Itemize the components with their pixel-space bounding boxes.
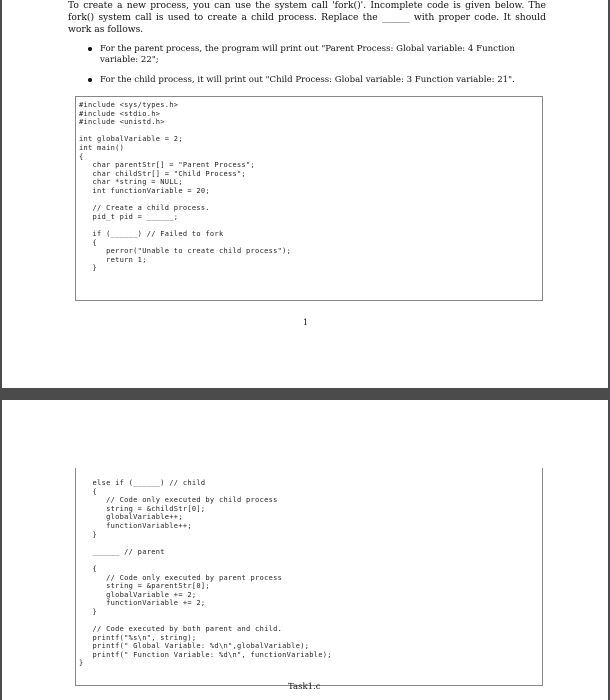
code-line: functionVariable += 2; [79,599,206,608]
code-line: } [79,659,84,668]
code-line: { [79,152,84,161]
bullet-icon [88,78,92,82]
document-page-2 [2,400,608,700]
code-line: { [79,564,98,573]
document-page-1 [2,0,608,388]
code-line: printf(" Global Variable: %d\n",globalVariable); [79,642,310,651]
code-line: string = &childStr[0]; [79,504,206,513]
code-line [79,617,332,626]
code-line: } [79,264,98,273]
code-line: return 1; [79,255,147,264]
code-line: char *string = NULL; [79,178,183,187]
code-line: { [79,487,98,496]
code-line: #include <unistd.h> [79,118,165,127]
bullet-text: For the child process, it will print out "Child Process: Global variable: 3 Function variable: 21". [100,75,515,85]
code-line: } [79,607,98,616]
code-line [79,127,291,136]
code-line: #include <sys/types.h> [79,101,179,109]
code-line: char childStr[] = "Child Process"; [79,169,247,178]
bullet-icon [88,47,92,51]
code-line: globalVariable++; [79,513,183,522]
code-line: int globalVariable = 2; [79,135,183,144]
code-line [79,221,291,230]
file-name-label: Task1.c [288,682,321,692]
list-item [80,75,542,86]
code-line: int functionVariable = 20; [79,186,210,195]
code-line: printf(" Function Variable: %d\n", functionVariable); [79,650,332,659]
code-line [79,539,332,548]
bullet-text: For the parent process, the program will print out "Parent Process: Global variable: 4 Function variable: 22"; [100,44,515,65]
page-number: 1 [303,318,309,327]
code-line: { [79,238,98,247]
code-line: // Code only executed by parent process [79,573,283,582]
code-line: // Code executed by both parent and child. [79,625,283,634]
code-line: perror("Unable to create child process"); [79,247,292,256]
code-line: ______ // parent [79,547,165,556]
code-block [79,101,291,273]
code-line: pid_t pid = ______; [79,212,179,221]
list-item [80,44,542,66]
code-line: string = &parentStr[0]; [79,582,210,591]
code-line: globalVariable += 2; [79,590,197,599]
code-line: // Code only executed by child process [79,496,278,505]
code-line: char parentStr[] = "Parent Process"; [79,161,256,170]
code-line: printf("%s\n", string); [79,633,197,642]
requirements-list [80,44,542,95]
code-line: if (______) // Failed to fork [79,229,224,238]
code-line [79,196,291,205]
code-line: } [79,530,98,539]
code-listing-part-1 [75,96,543,301]
code-block [79,479,332,668]
code-line: int main() [79,143,125,152]
intro-paragraph: To create a new process, you can use the system call 'fork()'. Incomplete code is given below. The fork() system call is used to create a child process. Replace the ______ with proper code. It should work as follows. [68,0,546,35]
code-line: functionVariable++; [79,521,192,530]
code-line: else if (______) // child [79,479,206,487]
code-listing-part-2 [75,468,543,686]
code-line [79,556,332,565]
code-line: #include <stdio.h> [79,109,161,118]
code-line: // Create a child process. [79,204,210,213]
